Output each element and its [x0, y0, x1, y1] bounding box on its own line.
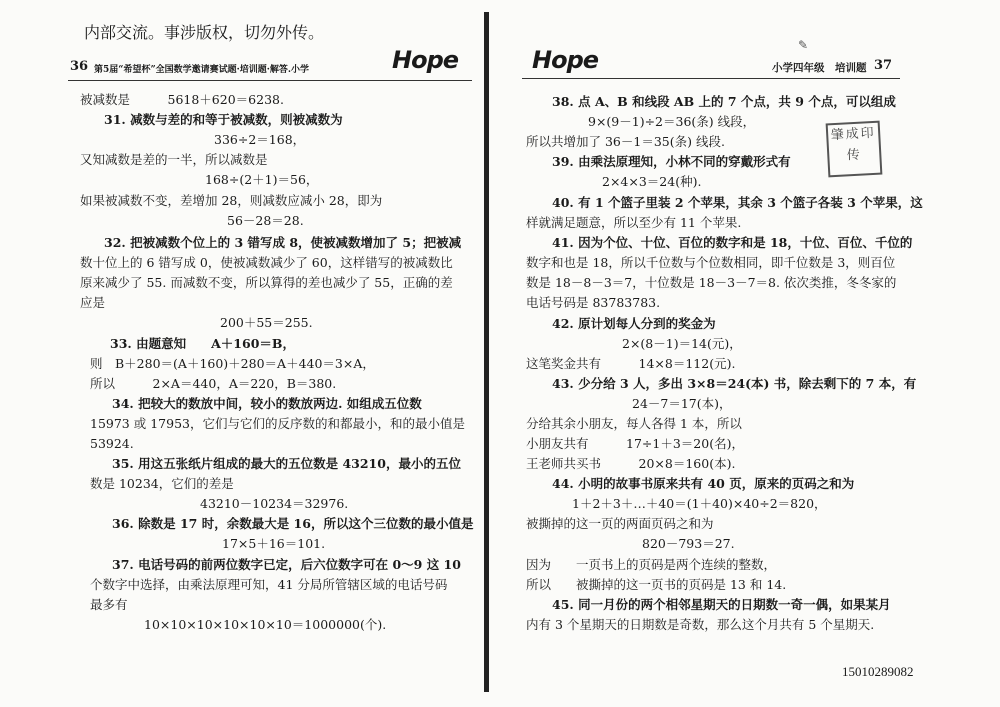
- text-line: 43. 少分给 3 人，多出 3×8＝24(本) 书，除去剩下的 7 本，有: [552, 376, 917, 391]
- text-line: 41. 因为个位、十位、百位的数字和是 18，十位、百位、千位的: [552, 235, 913, 250]
- text-line: 被撕掉的这一页的两面页码之和为: [526, 516, 714, 531]
- right-header-rule: [522, 78, 900, 79]
- text-line: 内有 3 个星期天的日期数是奇数，那么这个月共有 5 个星期天.: [526, 617, 875, 632]
- text-line: 15973 或 17953，它们与它们的反序数的和都最小，和的最小值是: [90, 416, 465, 431]
- pen-icon: ✎: [798, 38, 809, 52]
- footer-phone: 15010289082: [842, 664, 914, 679]
- text-line: 被减数是 5618＋620＝6238.: [80, 92, 284, 107]
- text-line: 200＋55＝255.: [220, 315, 313, 330]
- right-page: [492, 0, 1000, 707]
- text-line: 44. 小明的故事书原来共有 40 页，原来的页码之和为: [552, 476, 855, 491]
- text-line: 820－793＝27.: [642, 536, 735, 551]
- left-header-title: 第5届“希望杯”全国数学邀请赛试题·培训题·解答.小学: [94, 65, 310, 75]
- text-line: 9×(9－1)÷2＝36(条) 线段，: [588, 114, 756, 129]
- text-line: 数字和也是 18，所以千位数与个位数相同，即千位数是 3，则百位: [526, 255, 896, 270]
- text-line: 39. 由乘法原理知，小林不同的穿戴形式有: [552, 154, 791, 169]
- text-line: 分给其余小朋友，每人各得 1 本，所以: [526, 416, 742, 431]
- text-line: 33. 由题意知 A＋160＝B，: [110, 336, 295, 351]
- text-line: 35. 用这五张纸片组成的最大的五位数是 43210，最小的五位: [112, 456, 461, 471]
- text-line: 1＋2＋3＋…＋40＝(1＋40)×40÷2＝820，: [572, 496, 827, 511]
- text-line: 数十位上的 6 错写成 0，使被减数减少了 60，这样错写的被减数比: [80, 255, 453, 270]
- text-line: 37. 电话号码的前两位数字已定，后六位数字可在 0～9 这 10: [112, 557, 461, 572]
- left-page-number: 36: [70, 59, 89, 74]
- text-line: 56－28＝28.: [227, 213, 304, 228]
- text-line: 王老师共买书 20×8＝160(本).: [526, 456, 736, 471]
- text-line: 36. 除数是 17 时，余数最大是 16，所以这个三位数的最小值是: [112, 516, 474, 531]
- text-line: 24－7＝17(本)，: [632, 396, 732, 411]
- text-line: 43210－10234＝32976.: [200, 496, 349, 511]
- text-line: 40. 有 1 个篮子里装 2 个苹果，其余 3 个篮子各装 3 个苹果，这: [552, 195, 923, 210]
- text-line: 53924.: [90, 436, 134, 451]
- text-line: 2×(8－1)＝14(元)，: [622, 336, 742, 351]
- text-line: 所以共增加了 36－1＝35(条) 线段.: [526, 134, 725, 149]
- text-line: 336÷2＝168，: [214, 132, 306, 147]
- right-page-number: 37: [874, 58, 893, 73]
- text-line: 2×4×3＝24(种).: [602, 174, 702, 189]
- text-line: 38. 点 A、B 和线段 AB 上的 7 个点，共 9 个点，可以组成: [552, 94, 896, 109]
- text-line: 10×10×10×10×10×10＝1000000(个).: [144, 617, 387, 632]
- text-line: 小朋友共有 17÷1＋3＝20(名)，: [526, 436, 744, 451]
- text-line: 个数字中选择，由乘法原理可知，41 分局所管辖区域的电话号码: [90, 577, 448, 592]
- text-line: 34. 把较大的数放中间，较小的数放两边. 如组成五位数: [112, 396, 422, 411]
- text-line: 因为 一页书上的页码是两个连续的整数，: [526, 557, 777, 572]
- text-line: 原来减少了 55. 而减数不变，所以算得的差也减少了 55，正确的差: [80, 275, 453, 290]
- left-page: [0, 0, 488, 707]
- seal-stamp: 肇成印传: [826, 121, 883, 178]
- text-line: 样就满足题意，所以至少有 11 个苹果.: [526, 215, 742, 230]
- right-header-title: 小学四年级 培训题: [772, 62, 867, 74]
- text-line: 32. 把被减数个位上的 3 错写成 8，使被减数增加了 5；把被减: [104, 235, 462, 250]
- text-line: 45. 同一月份的两个相邻星期天的日期数一奇一偶，如果某月: [552, 597, 891, 612]
- text-line: 则 B＋280＝(A＋160)＋280＝A＋440＝3×A，: [90, 356, 375, 371]
- text-line: 17×5＋16＝101.: [222, 536, 326, 551]
- text-line: 42. 原计划每人分到的奖金为: [552, 316, 716, 331]
- left-header-logo: Hope: [392, 46, 459, 74]
- text-line: 应是: [80, 295, 106, 310]
- right-header-logo: Hope: [532, 46, 599, 74]
- text-line: 31. 减数与差的和等于被减数，则被减数为: [104, 112, 343, 127]
- text-line: 如果被减数不变，差增加 28，则减数应减小 28，即为: [80, 193, 383, 208]
- left-header-rule: [68, 80, 472, 81]
- text-line: 数是 18－8－3＝7，十位数是 18－3－7＝8. 依次类推，冬冬家的: [526, 275, 897, 290]
- top-notice: 内部交流。事涉版权，切勿外传。: [84, 23, 325, 42]
- book-spine: [484, 12, 489, 692]
- text-line: 数是 10234，它们的差是: [90, 476, 234, 491]
- text-line: 电话号码是 83783783.: [526, 295, 661, 310]
- text-line: 168÷(2＋1)＝56，: [205, 172, 319, 187]
- text-line: 所以 被撕掉的这一页书的页码是 13 和 14.: [526, 577, 787, 592]
- text-line: 所以 2×A＝440，A＝220，B＝380.: [90, 376, 337, 391]
- text-line: 这笔奖金共有 14×8＝112(元).: [526, 356, 736, 371]
- text-line: 最多有: [90, 597, 128, 612]
- text-line: 又知减数是差的一半，所以减数是: [80, 152, 268, 167]
